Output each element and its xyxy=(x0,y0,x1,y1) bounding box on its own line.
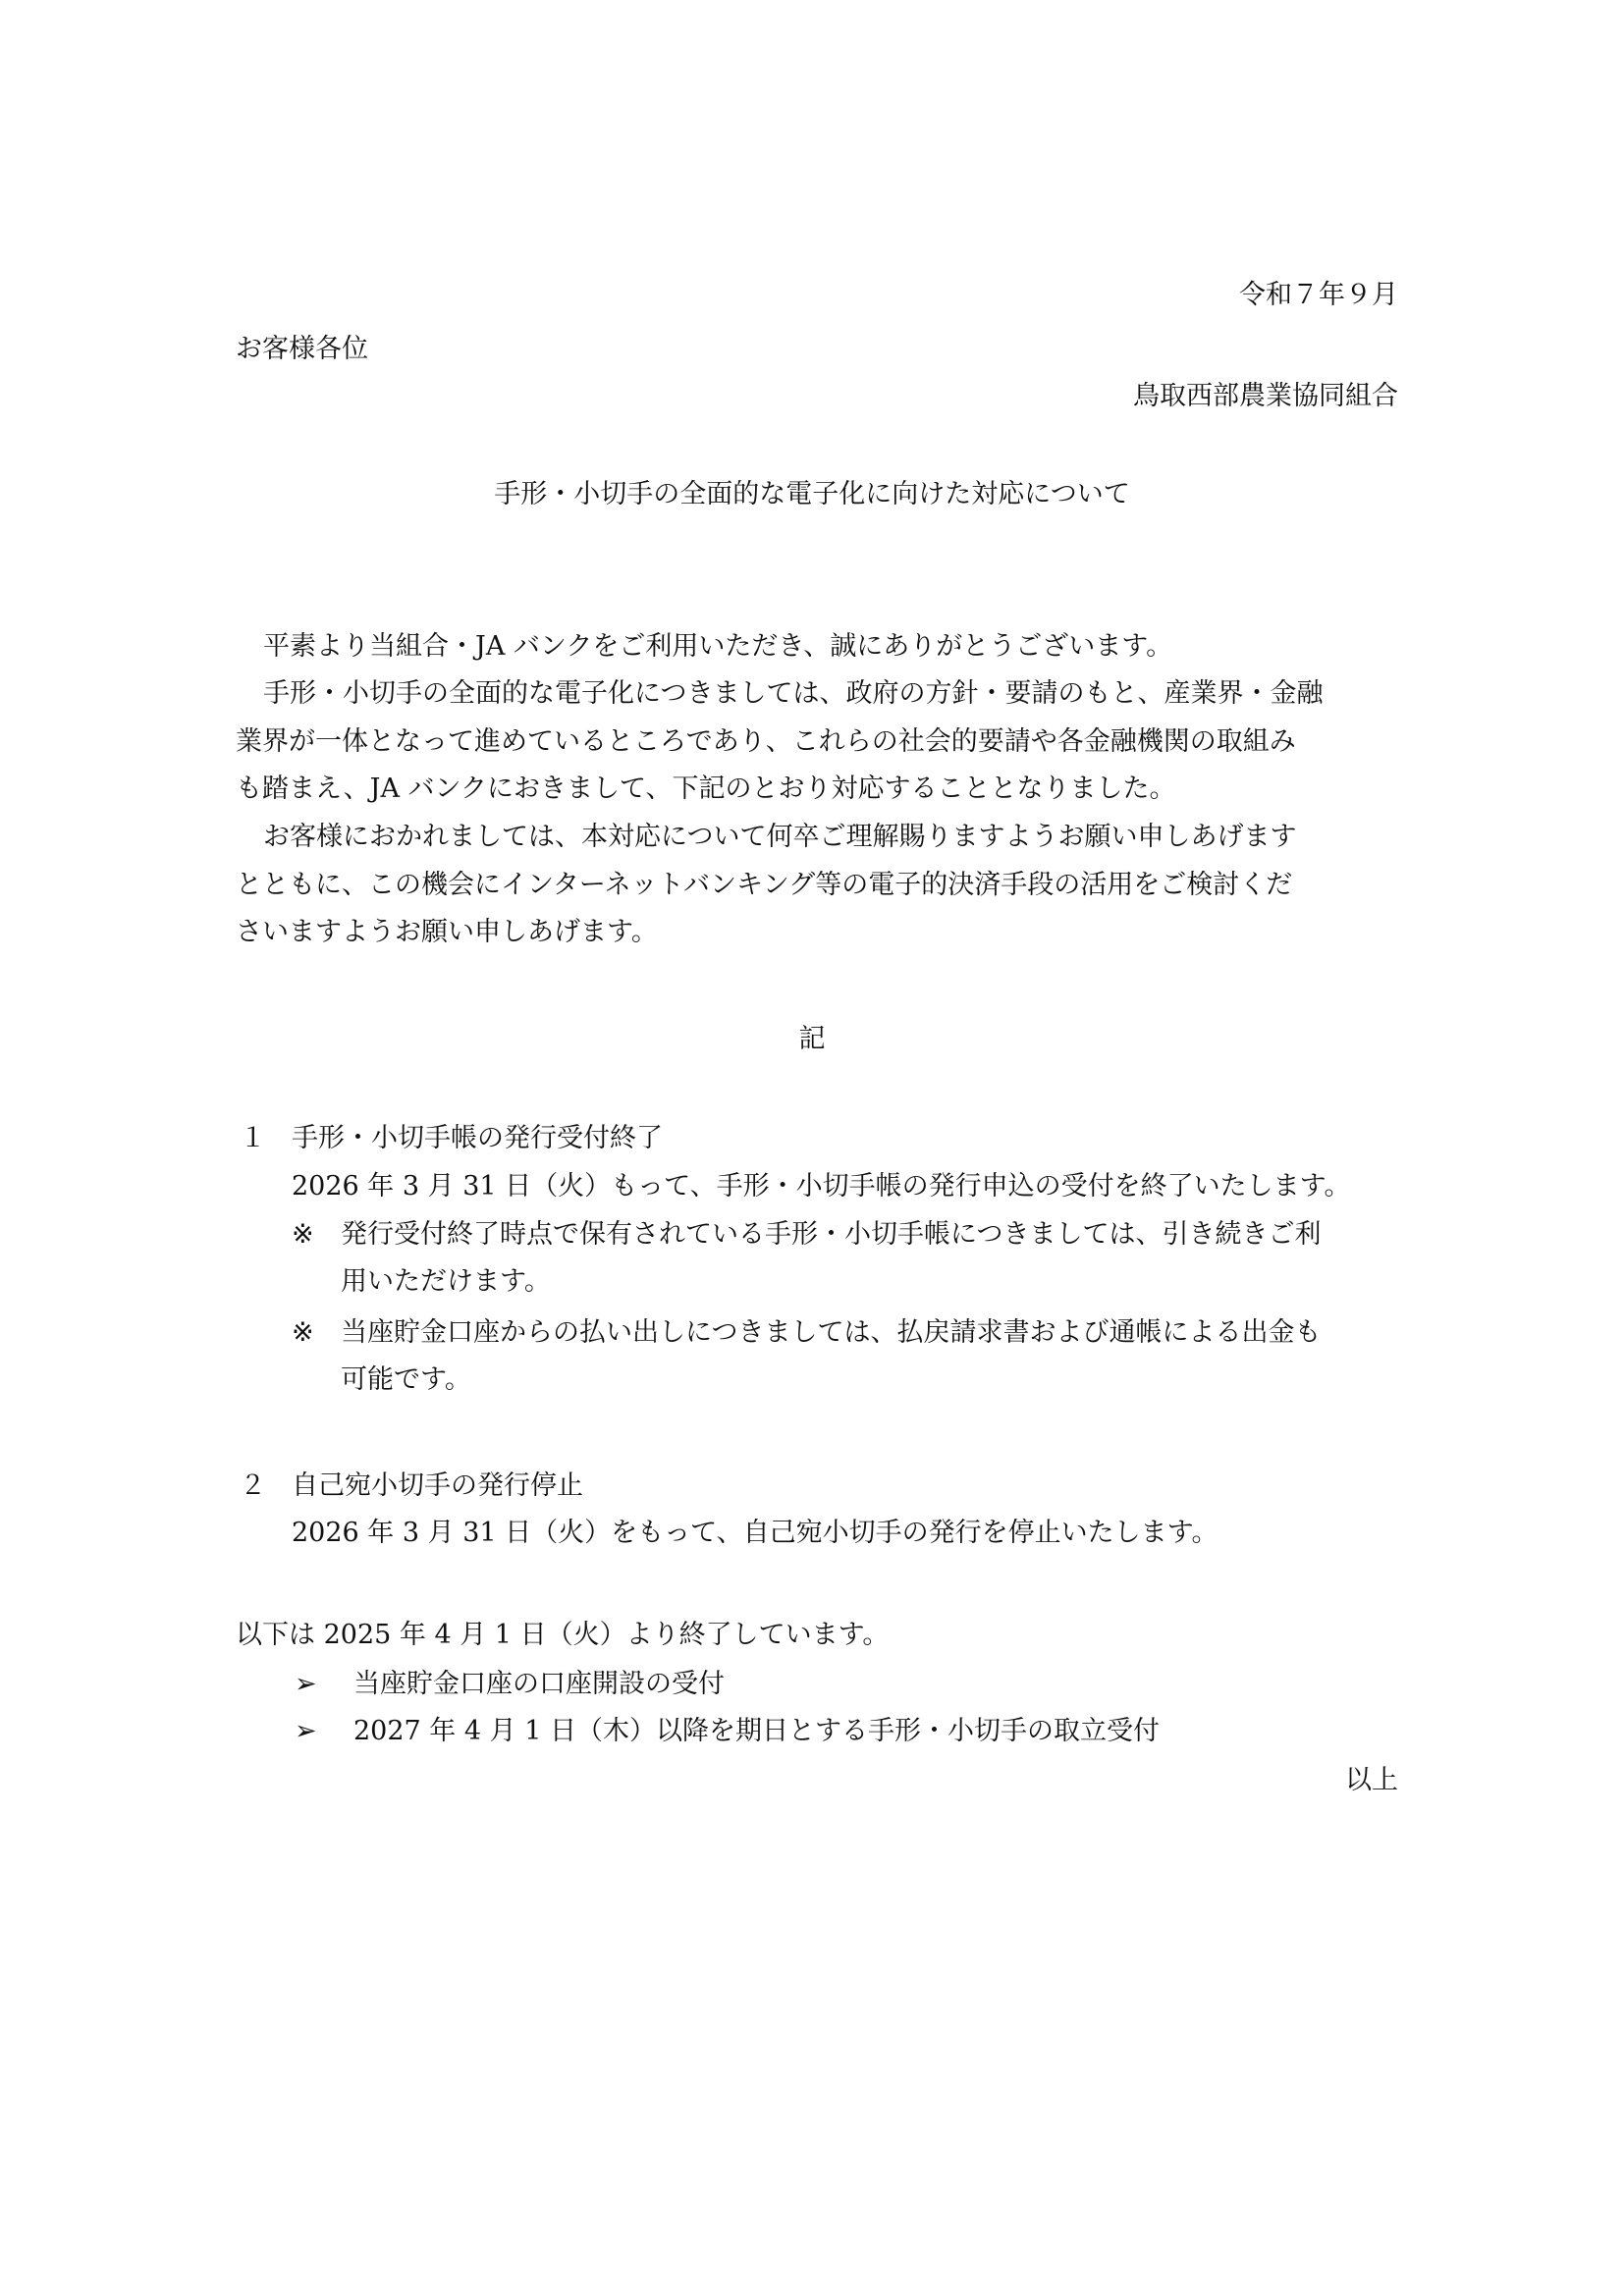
closing-mark: 以上 xyxy=(1345,1765,1398,1795)
section-number: ２ xyxy=(240,1470,266,1501)
body-line: とともに、この機会にインターネットバンキング等の電子的決済手段の活用をご検討くだ xyxy=(236,870,1293,900)
body-line: 手形・小切手の全面的な電子化につきましては、政府の方針・要請のもと、産業界・金融 xyxy=(263,678,1324,709)
body-line: 平素より当組合・JA バンクをご利用いただき、誠にありがとうございます。 xyxy=(263,631,1173,662)
ended-item: 当座貯金口座の口座開設の受付 xyxy=(353,1669,725,1699)
ki-marker: 記 xyxy=(798,1024,826,1054)
section-number: １ xyxy=(240,1123,266,1153)
ended-item: 2027 年 4 月 1 日（木）以降を期日とする手形・小切手の取立受付 xyxy=(353,1716,1160,1746)
section-heading: 手形・小切手帳の発行受付終了 xyxy=(292,1123,663,1153)
section-text: 2026 年 3 月 31 日（火）もって、手形・小切手帳の発行申込の受付を終了いたします。 xyxy=(292,1171,1351,1201)
section-text: 2026 年 3 月 31 日（火）をもって、自己宛小切手の発行を停止いたします。 xyxy=(292,1518,1218,1548)
note-mark: ※ xyxy=(292,1317,314,1348)
note-line: 発行受付終了時点で保有されている手形・小切手帳につきましては、引き続きご利 xyxy=(341,1219,1322,1250)
body-line: さいますようお願い申しあげます。 xyxy=(236,917,658,947)
note-line: 当座貯金口座からの払い出しにつきましては、払戻請求書および通帳による出金も xyxy=(341,1317,1322,1348)
bullet-arrow-icon: ➢ xyxy=(295,1716,317,1746)
sender-organization: 鳥取西部農業協同組合 xyxy=(1133,381,1398,411)
note-mark: ※ xyxy=(292,1219,314,1250)
document-date: 令和７年９月 xyxy=(1239,280,1398,310)
note-line: 可能です。 xyxy=(341,1364,471,1395)
bullet-arrow-icon: ➢ xyxy=(295,1669,317,1699)
body-line: お客様におかれましては、本対応について何卒ご理解賜りますようお願い申しあげます xyxy=(263,822,1297,852)
body-line: も踏まえ、JA バンクにおきまして、下記のとおり対応することとなりました。 xyxy=(236,774,1176,804)
ended-intro: 以下は 2025 年 4 月 1 日（火）より終了しています。 xyxy=(236,1620,890,1650)
note-line: 用いただけます。 xyxy=(341,1266,551,1297)
document-title: 手形・小切手の全面的な電子化に向けた対応について xyxy=(494,479,1130,509)
recipient: お客様各位 xyxy=(236,334,368,364)
section-heading: 自己宛小切手の発行停止 xyxy=(292,1470,583,1501)
body-line: 業界が一体となって進めているところであり、これらの社会的要請や各金融機関の取組み xyxy=(236,726,1296,757)
